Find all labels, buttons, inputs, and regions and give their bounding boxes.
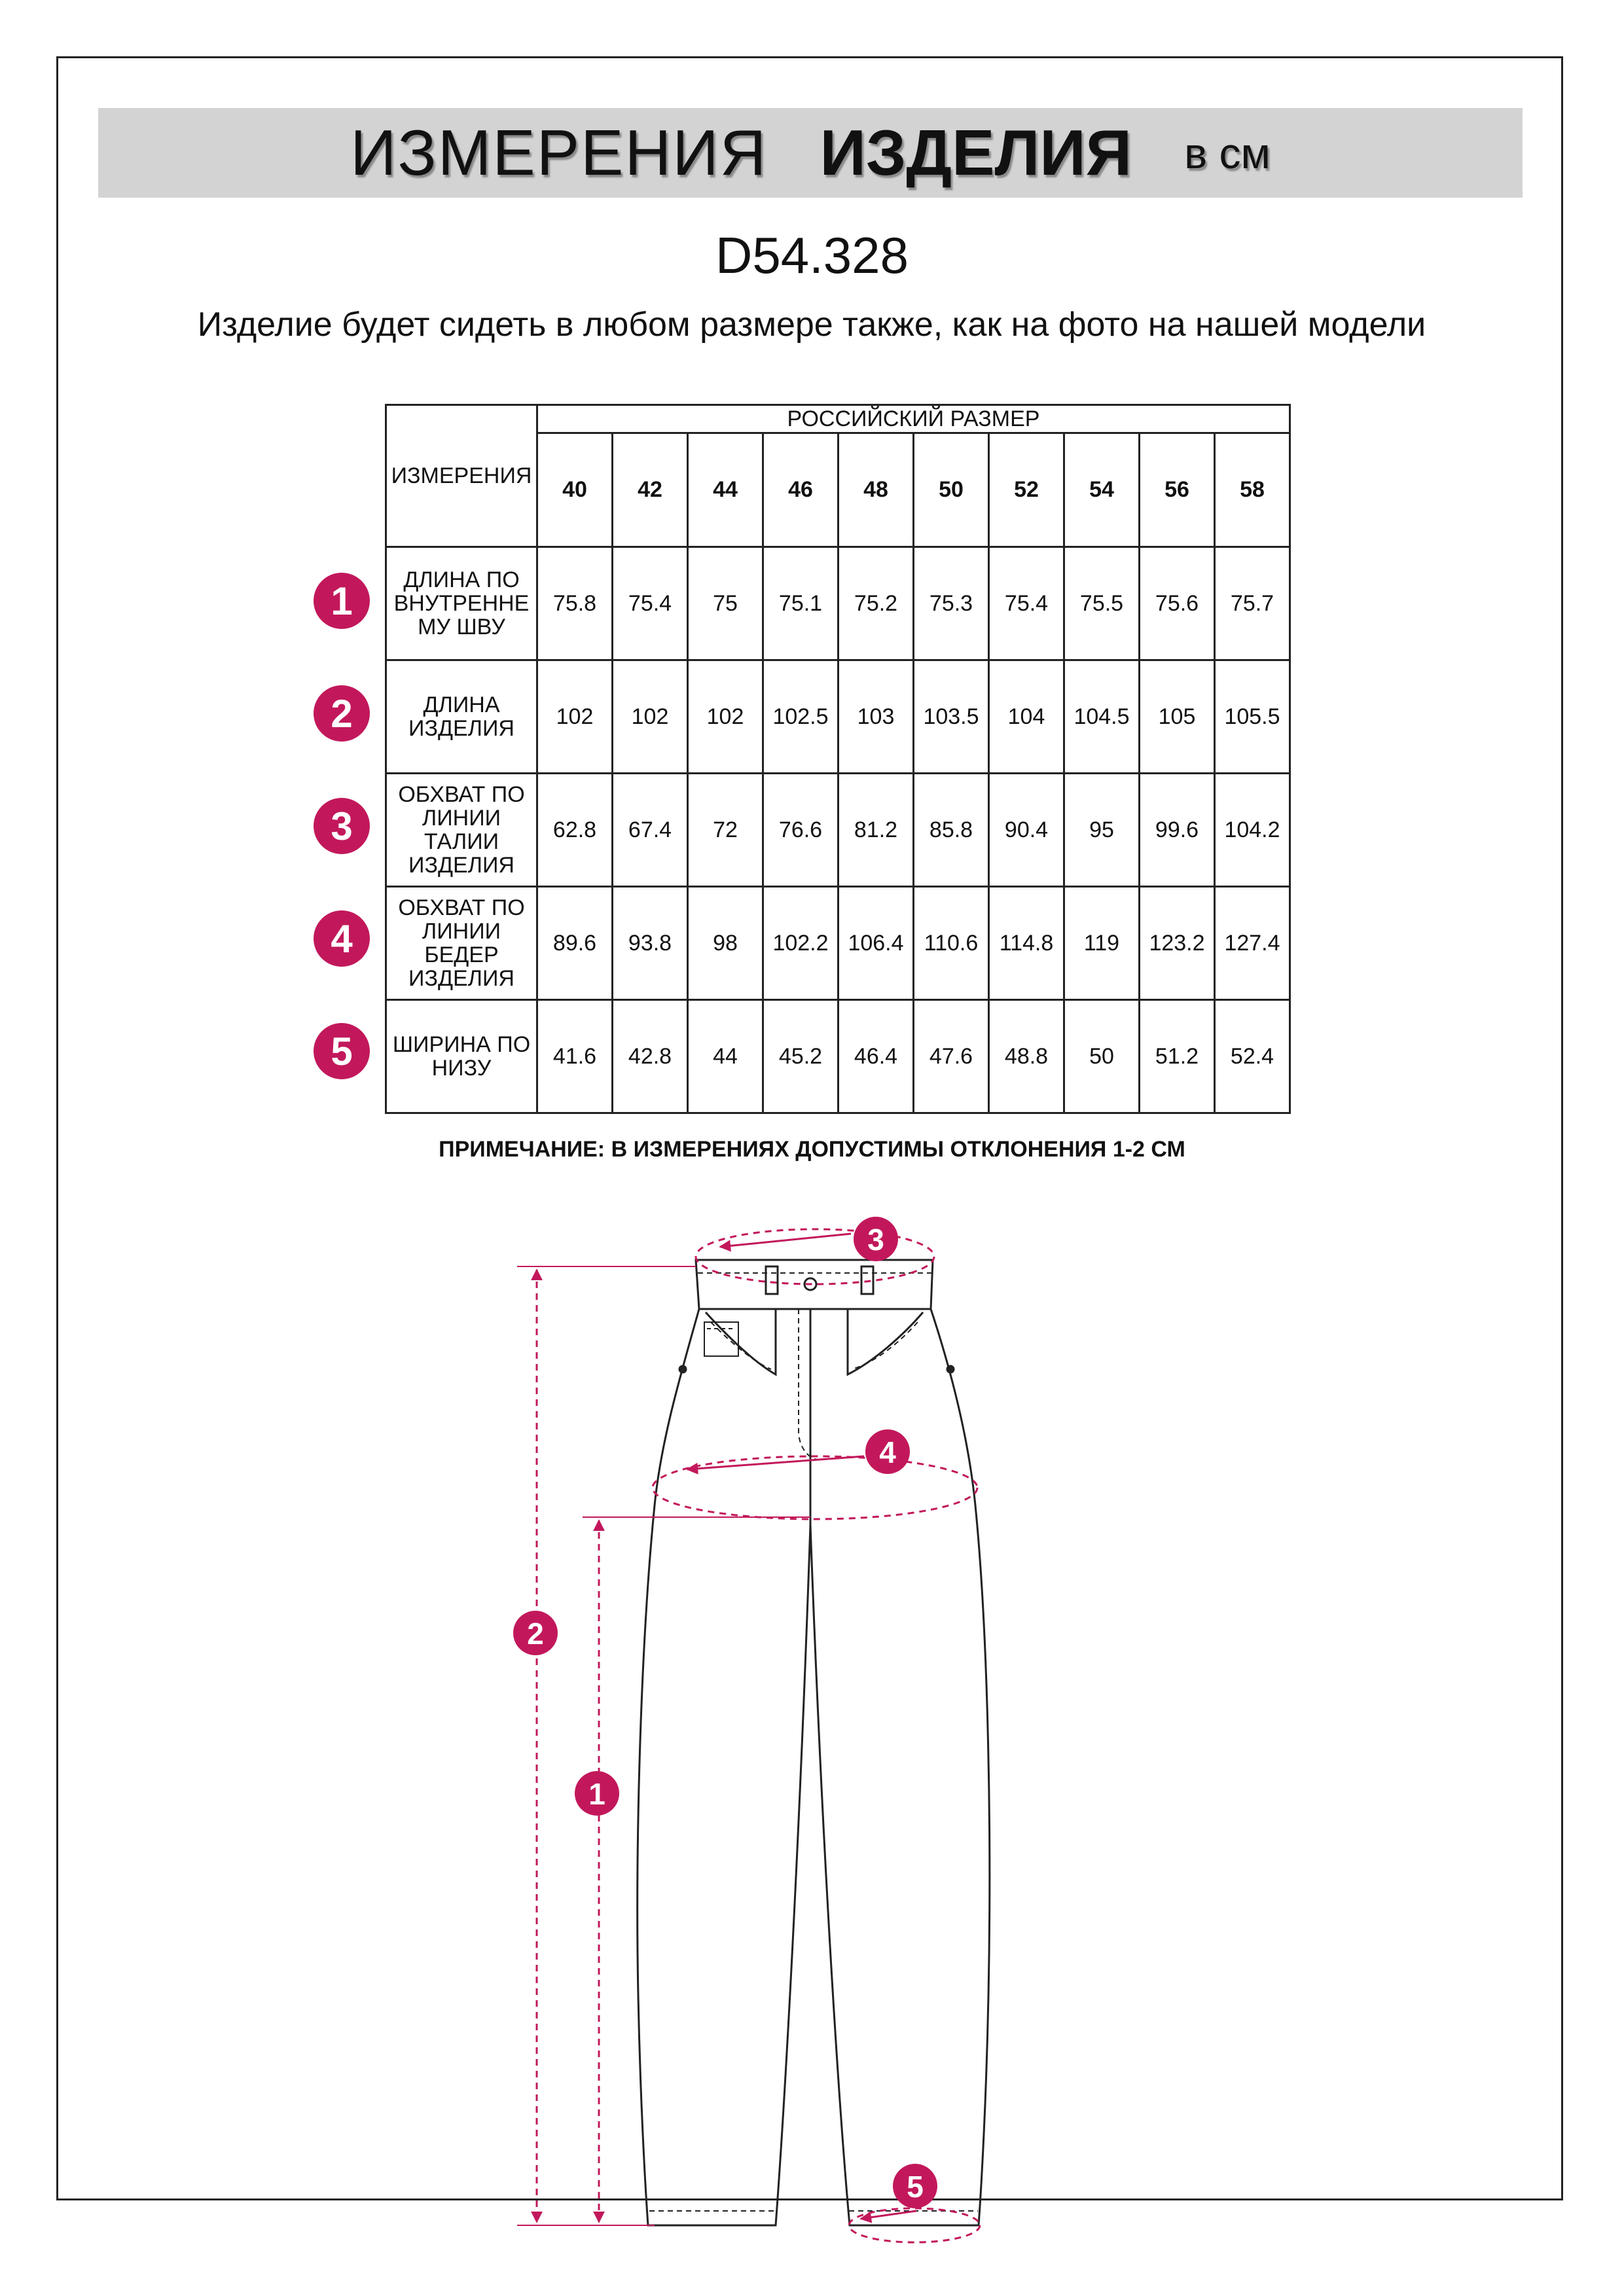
table-cell: 102.2 (763, 887, 839, 1000)
size-header: 40 (537, 433, 613, 547)
table-cell: 51.2 (1140, 1000, 1215, 1113)
table-cell: 75.4 (613, 547, 688, 660)
table-cell: 72 (688, 774, 763, 887)
table-cell: 102 (613, 660, 688, 774)
table-cell: 50 (1064, 1000, 1140, 1113)
table-cell: 119 (1064, 887, 1140, 1000)
table-cell: 104 (989, 660, 1064, 774)
table-cell: 75.5 (1064, 547, 1140, 660)
table-cell: 123.2 (1140, 887, 1215, 1000)
table-cell: 42.8 (613, 1000, 688, 1113)
size-header: 58 (1215, 433, 1290, 547)
measure-ellipse-4 (653, 1456, 977, 1519)
table-cell: 52.4 (1215, 1000, 1290, 1113)
table-cell: 89.6 (537, 887, 613, 1000)
size-header: 42 (613, 433, 688, 547)
table-cell: 104.5 (1064, 660, 1140, 774)
title-unit: в см (1184, 128, 1271, 177)
table-cell: 76.6 (763, 774, 839, 887)
diagram-marker-3 (854, 1217, 898, 1261)
size-header: 54 (1064, 433, 1140, 547)
size-header: 56 (1140, 433, 1215, 547)
table-cell: 47.6 (914, 1000, 989, 1113)
table-cell: 75.2 (839, 547, 914, 660)
table-cell: 85.8 (914, 774, 989, 887)
row-label: ДЛИНА ПО ВНУТРЕННЕ МУ ШВУ (386, 547, 537, 660)
row-number-badge: 2 (314, 685, 370, 742)
row-label: ОБХВАТ ПО ЛИНИИ БЕДЕР ИЗДЕЛИЯ (386, 887, 537, 1000)
row-number-badge: 5 (314, 1023, 370, 1079)
diagram-marker-label: 2 (527, 1617, 544, 1651)
table-cell: 102 (537, 660, 613, 774)
diagram-marker-label: 4 (879, 1435, 896, 1469)
table-cell: 75.7 (1215, 547, 1290, 660)
table-cell: 102.5 (763, 660, 839, 774)
table-cell: 45.2 (763, 1000, 839, 1113)
diagram-marker-label: 3 (867, 1223, 884, 1257)
table-cell: 106.4 (839, 887, 914, 1000)
table-cell: 67.4 (613, 774, 688, 887)
row-label: ШИРИНА ПО НИЗУ (386, 1000, 537, 1113)
fit-note: Изделие будет сидеть в любом размере также, как на фото на нашей модели (197, 306, 1426, 344)
table-cell: 104.2 (1215, 774, 1290, 887)
size-header: 50 (914, 433, 989, 547)
table-cell: 99.6 (1140, 774, 1215, 887)
table-cell: 114.8 (989, 887, 1064, 1000)
title-light: ИЗМЕРЕНИЯ (350, 117, 768, 188)
size-group-header: РОССИЙСКИЙ РАЗМЕР (537, 405, 1290, 433)
diagram-marker-5 (893, 2164, 937, 2208)
size-header: 46 (763, 433, 839, 547)
tolerance-remark: ПРИМЕЧАНИЕ: В ИЗМЕРЕНИЯХ ДОПУСТИМЫ ОТКЛОНЕНИЯ 1-2 СМ (439, 1137, 1185, 1162)
diagram-marker-1 (575, 1771, 619, 1816)
size-header: 52 (989, 433, 1064, 547)
title-bold: ИЗДЕЛИЯ (820, 117, 1132, 188)
product-code: D54.328 (715, 226, 909, 284)
row-number-badge: 3 (314, 798, 370, 854)
measurements-header: ИЗМЕРЕНИЯ (386, 405, 537, 547)
row-number-badge: 4 (314, 910, 370, 967)
table-cell: 62.8 (537, 774, 613, 887)
table-cell: 46.4 (839, 1000, 914, 1113)
table-cell: 110.6 (914, 887, 989, 1000)
table-cell: 75.4 (989, 547, 1064, 660)
table-cell: 98 (688, 887, 763, 1000)
guide-lines (517, 1266, 810, 2225)
table-cell: 105.5 (1215, 660, 1290, 774)
table-cell: 95 (1064, 774, 1140, 887)
table-cell: 44 (688, 1000, 763, 1113)
diagram-marker-2 (513, 1611, 558, 1655)
row-label: ДЛИНА ИЗДЕЛИЯ (386, 660, 537, 774)
table-cell: 93.8 (613, 887, 688, 1000)
trousers-outline (638, 1260, 990, 2225)
diagram-marker-4 (865, 1429, 910, 1474)
table-cell: 75.1 (763, 547, 839, 660)
diagram-marker-label: 1 (588, 1777, 605, 1811)
table-cell: 75.6 (1140, 547, 1215, 660)
table-cell: 75.3 (914, 547, 989, 660)
row-number-badge: 1 (314, 573, 370, 629)
diagram-marker-label: 5 (907, 2170, 924, 2204)
table-cell: 75.8 (537, 547, 613, 660)
table-cell: 48.8 (989, 1000, 1064, 1113)
table-cell: 41.6 (537, 1000, 613, 1113)
table-cell: 127.4 (1215, 887, 1290, 1000)
table-cell: 75 (688, 547, 763, 660)
table-cell: 81.2 (839, 774, 914, 887)
size-header: 48 (839, 433, 914, 547)
table-cell: 103 (839, 660, 914, 774)
table-cell: 103.5 (914, 660, 989, 774)
table-cell: 105 (1140, 660, 1215, 774)
size-header: 44 (688, 433, 763, 547)
row-label: ОБХВАТ ПО ЛИНИИ ТАЛИИ ИЗДЕЛИЯ (386, 774, 537, 887)
table-cell: 102 (688, 660, 763, 774)
measure-ellipse-3 (696, 1229, 934, 1284)
table-cell: 90.4 (989, 774, 1064, 887)
